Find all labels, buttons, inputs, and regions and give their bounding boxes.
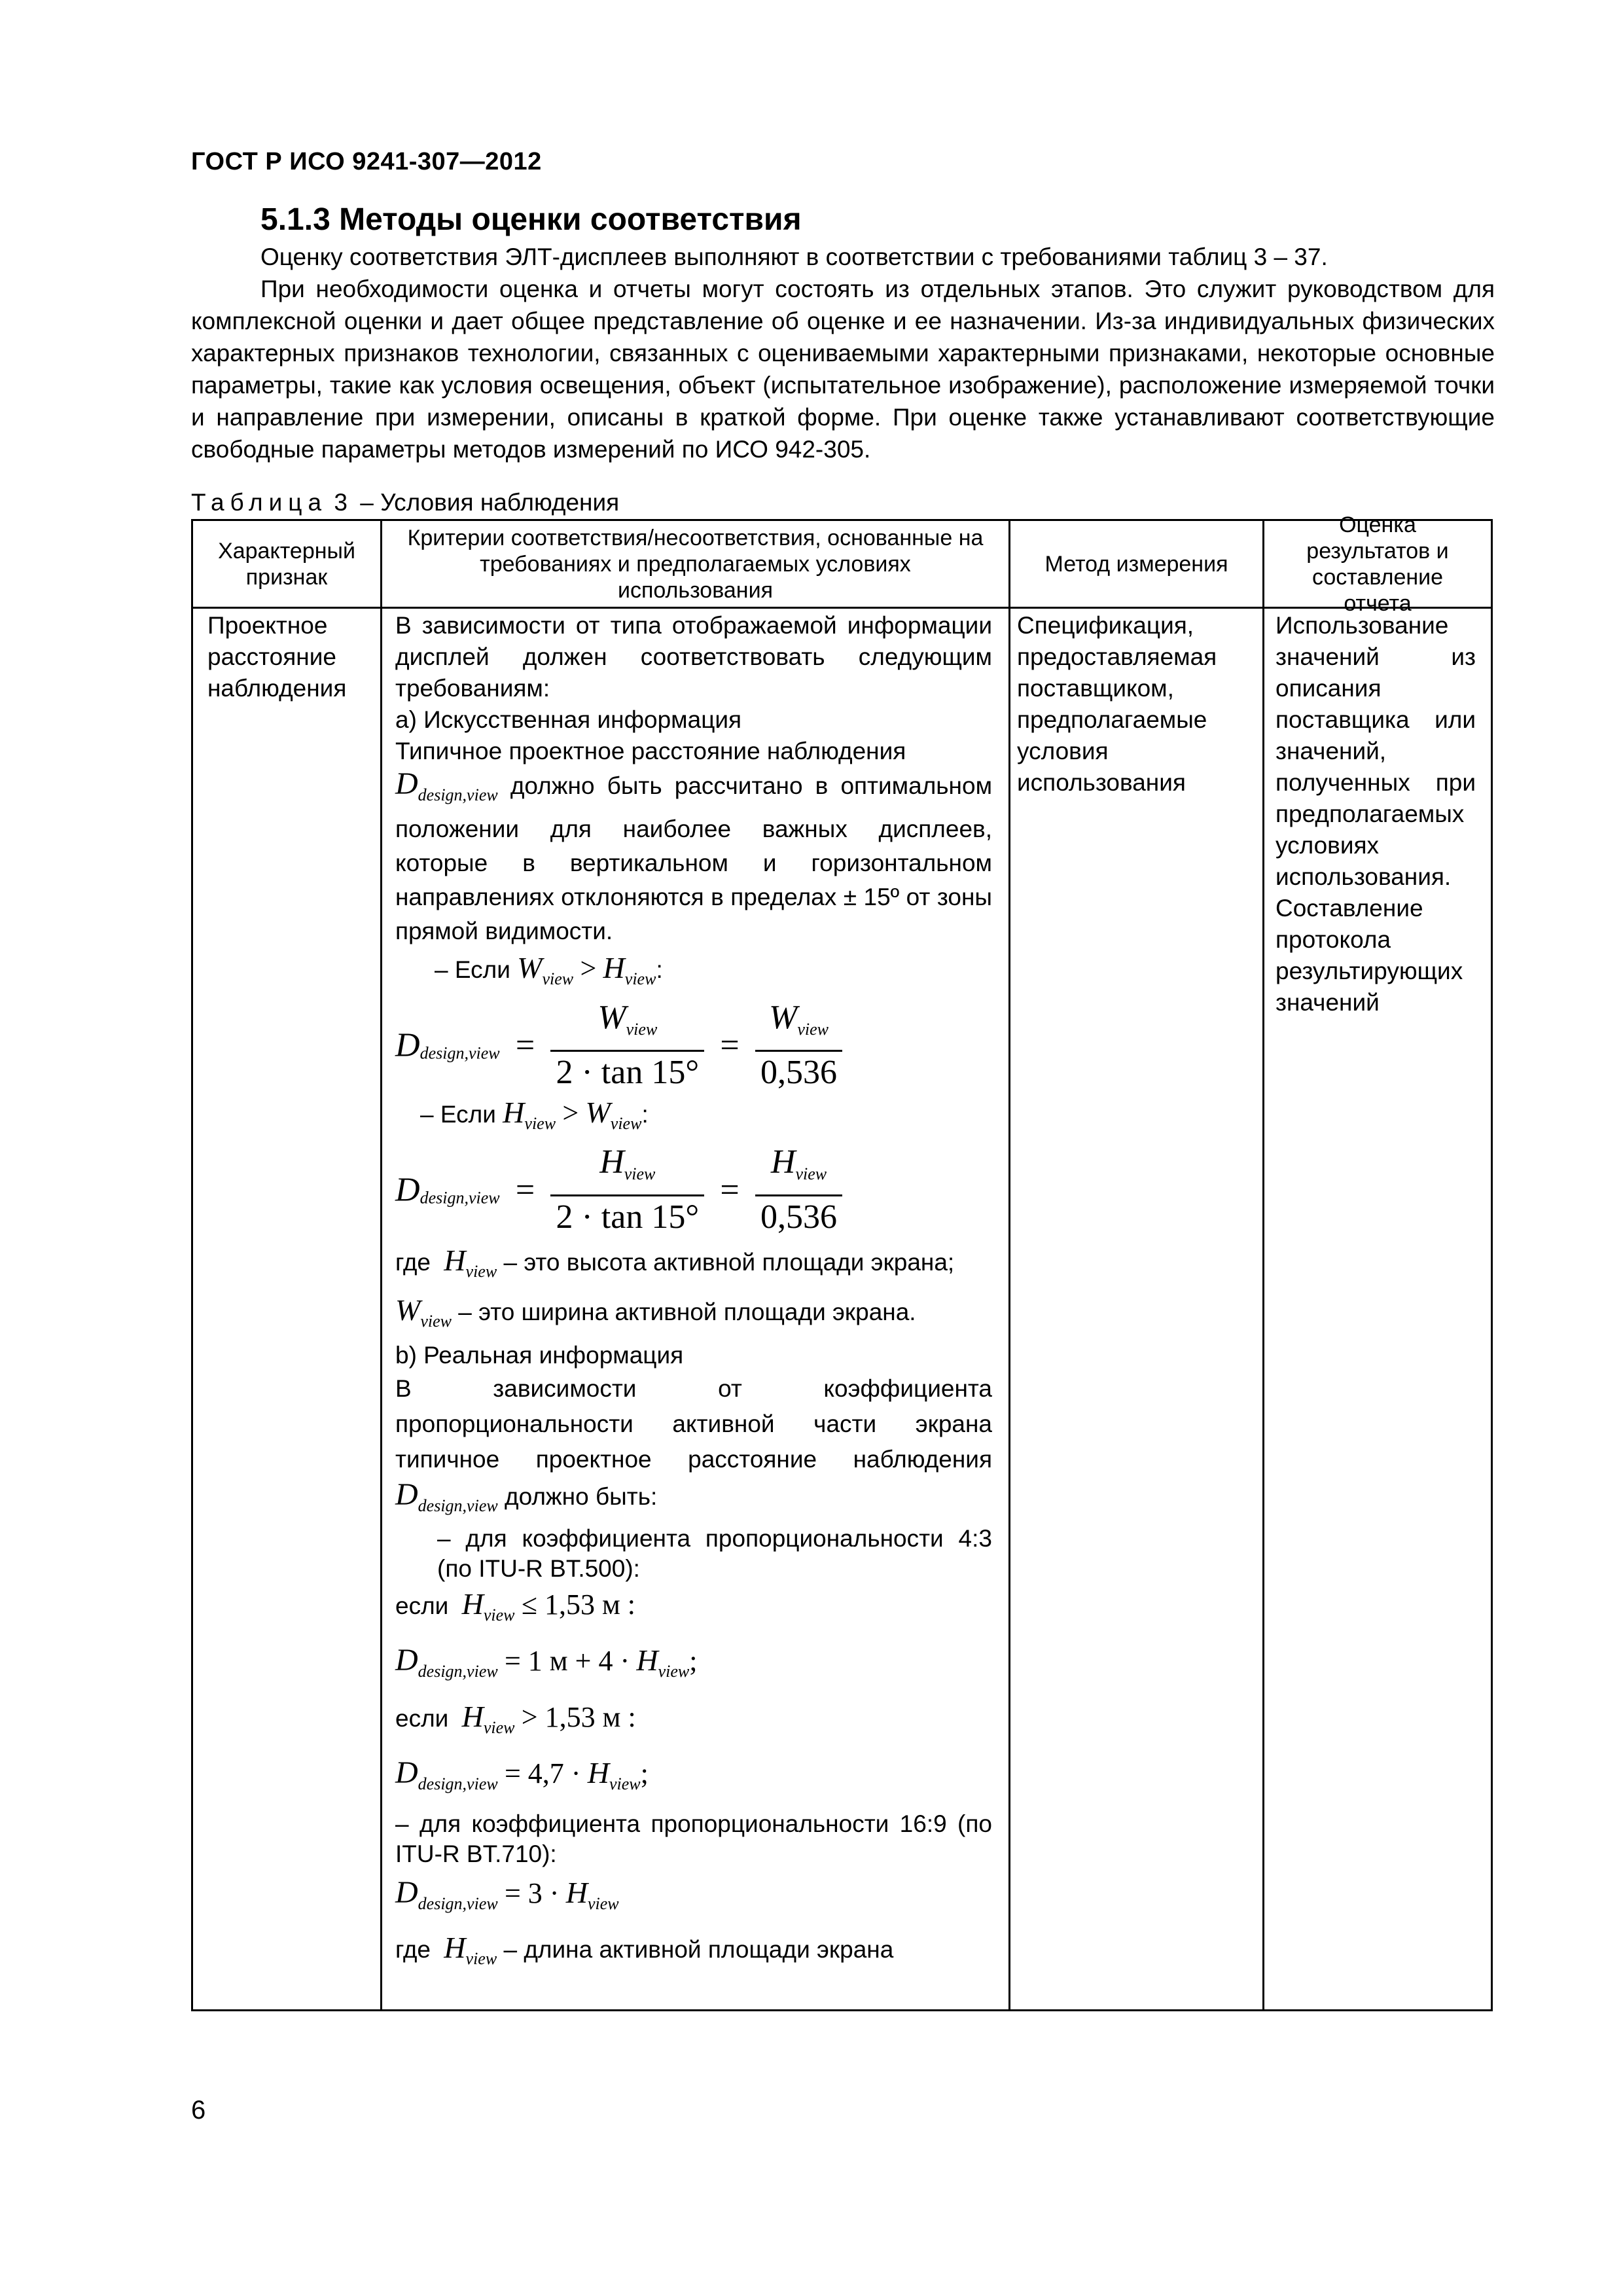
formula-height-case: $D_{design,view}$ = $\frac{H_{view}}{2 \cdot \tan 15^\circ}$ = $\frac{H_{view}}{0,536}$: [395, 1142, 992, 1240]
condition-gt: если $H_{view} > 1,53$ м :: [395, 1700, 636, 1737]
cell-evaluation: Использование значений из описания поставщика или значений, полученных при предполагаемых условиях использования. Составление протокола результирующих значений: [1275, 612, 1476, 1016]
criteria-a-title: a) Искусственная информация: [395, 706, 742, 733]
header-criteria: Критерии соответствия/несоответствия, основанные на требованиях и предполагаемых условиях использования: [407, 526, 984, 603]
column-divider: [1008, 521, 1010, 2009]
header-method: Метод измерения: [1044, 552, 1228, 577]
table-caption-label: Таблица: [191, 489, 328, 516]
table-caption: [191, 488, 619, 517]
where-height: где $H_{view}$ – это высота активной площади экрана;: [395, 1244, 955, 1281]
ratio-16-9: – для коэффициента пропорциональности 16:9 (по ITU-R BT.710):: [395, 1810, 992, 1867]
column-divider: [1262, 521, 1264, 2009]
criteria-b-text: В зависимости от коэффициента пропорциональности активной части экрана типичное проектное расстояние наблюдения $D_{design,view}$ должно быть:: [395, 1375, 992, 1515]
where-width: $W_{view}$ – это ширина активной площади экрана.: [395, 1293, 916, 1331]
intro-paragraph-2: При необходимости оценка и отчеты могут состоять из отдельных этапов. Это служит руководством для комплексной оценки и дает общее представление об оценке и ее назначении. Из-за индивидуальных физических характерных признаков технологии, связанных с оцениваемыми характерными признаками, некоторые основные параметры, такие как условия освещения, объект (испытательное изображение), расположение измеряемой точки и направление при измерении, описаны в краткой форме. При оценке также устанавливают соответствующие свободные параметры методов измерений по ИСО 942-305.: [191, 276, 1495, 463]
cell-criteria: [395, 610, 992, 1979]
viewing-conditions-table: [191, 512, 1493, 2011]
condition-le: если $H_{view} \le 1,53$ м :: [395, 1587, 636, 1624]
criteria-a-text-1: Типичное проектное расстояние наблюдения: [395, 738, 906, 764]
criteria-intro: В зависимости от типа отображаемой информации дисплей должен соответствовать следующим требованиям:: [395, 612, 992, 702]
section-title: 5.1.3 Методы оценки соответствия: [260, 202, 802, 237]
formula-16-9: $D_{design,view} = 3 \cdot H_{view}$: [395, 1875, 619, 1913]
table-caption-number: 3: [334, 489, 353, 516]
formula-width-case: $D_{design,view}$ = $\frac{W_{view}}{2 \cdot \tan 15^\circ}$ = $\frac{W_{view}}{0,536}$: [395, 997, 992, 1096]
case-1-line: – Если $W_{view} > H_{view}$:: [435, 951, 663, 988]
fraction: $\frac{W_{view}}{0,536}$: [755, 997, 842, 1094]
fraction: $\frac{W_{view}}{2 \cdot \tan 15^\circ}$: [550, 997, 704, 1094]
last-where: где $H_{view}$ – длина активной площади экрана: [395, 1931, 894, 1968]
page-number: 6: [191, 2096, 206, 2125]
case-2-line: – Если $H_{view} > W_{view}$:: [420, 1096, 649, 1133]
cell-method: Спецификация, предоставляемая поставщиком, предполагаемые условия использования: [1017, 612, 1217, 796]
formula-4-3-large: $D_{design,view} = 4,7 \cdot H_{view}$;: [395, 1755, 649, 1793]
column-divider: [380, 521, 382, 2009]
intro-paragraph-1: Оценку соответствия ЭЛТ-дисплеев выполняют в соответствии с требованиями таблиц 3 – 37.: [260, 243, 1328, 270]
header-evaluation: Оценка результатов и составление отчета: [1306, 512, 1449, 616]
fraction: $\frac{H_{view}}{0,536}$: [755, 1142, 842, 1238]
document-header: ГОСТ Р ИСО 9241-307—2012: [191, 148, 542, 175]
formula-4-3-small: $D_{design,view} = 1$ $м + 4 \cdot H_{view}$;: [395, 1643, 698, 1681]
criteria-a-text-2: $D_{design,view}$ должно быть рассчитано в оптимальном положении для наиболее важных дисплеев, которые в вертикальном и горизонтальном направлениях отклоняются в пределах ± 15º от зоны прямой видимости.: [395, 766, 993, 944]
header-feature: Характерный признак: [218, 539, 355, 590]
ratio-4-3: – для коэффициента пропорциональности 4:3 (по ITU-R BT.500):: [437, 1525, 992, 1582]
fraction: $\frac{H_{view}}{2 \cdot \tan 15^\circ}$: [550, 1142, 704, 1238]
table-caption-title: – Условия наблюдения: [360, 489, 620, 516]
criteria-b-title: b) Реальная информация: [395, 1342, 684, 1369]
cell-feature: Проектное расстояние наблюдения: [207, 612, 347, 702]
